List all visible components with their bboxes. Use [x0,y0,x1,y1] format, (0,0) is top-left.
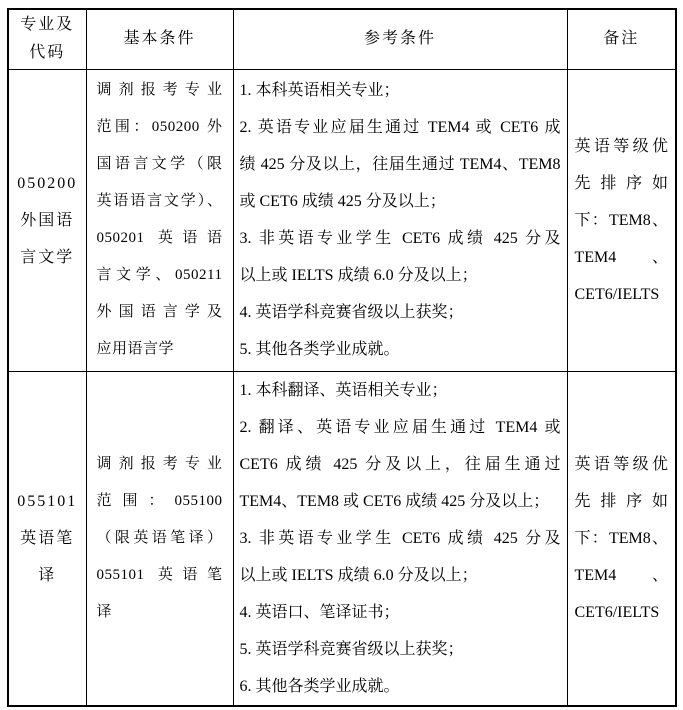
text-line: 范围：050200 外 [96,119,223,135]
text-line: TEM4、 [574,248,668,266]
text-line: 055101 [17,492,78,510]
major-code-cell [8,371,86,706]
remarks-cell [567,371,676,706]
text-line: 以上或 IELTS 成绩 6.0 分及以上； [239,267,478,284]
text-line: 2. 翻译、英语专业应届生通过 TEM4 或 [239,418,561,436]
header-major-code: 专业及代码 [8,9,86,69]
text-line: 050200 [17,174,78,192]
major-code-cell [8,69,86,371]
text-line: 外国语言学及 [96,304,223,320]
text-line: 050201 英语语 [96,230,223,246]
text-line: 1. 本科英语相关专业； [239,82,400,99]
text-line: 4. 英语口、笔译证书； [239,603,400,621]
reference-item [240,520,561,594]
reference-item [240,372,561,409]
reference-item [240,220,561,294]
text-line: TEM4、 [574,566,668,584]
text-line: 以上或 IELTS 成绩 6.0 分及以上； [239,566,478,584]
table-row-050200 [8,69,676,371]
text-line: 先排序如 [574,492,668,510]
header-row [8,9,676,69]
reference-item [240,594,561,631]
text-line: 6. 其他各类学业成就。 [239,677,400,695]
text-line: 调剂报考专业 [96,455,223,472]
text-line: 1. 本科翻译、英语相关专业； [239,381,448,399]
reference-item [240,109,561,220]
text-line: 国语言文学（限 [96,156,223,172]
document-page [0,8,683,710]
text-line: 外国语 [20,211,75,229]
text-line: CET6/IELTS [574,603,660,621]
header-basic-conditions: 基本条件 [86,9,233,69]
text-line: 5. 英语学科竞赛省级以上获奖； [239,640,464,658]
text-line: 下：TEM8、 [574,529,668,547]
header-reference-conditions: 参考条件 [233,9,567,69]
admission-transfer-requirements-table [7,8,677,707]
basic-conditions-cell [86,371,233,706]
text-line: 055101 英语笔 [96,566,223,583]
reference-item [240,294,561,331]
table-row-055101 [8,371,676,706]
text-line: （限英语笔译） [96,529,223,546]
text-line: CET6 成绩 425 分及以上，往届生通过 [239,455,561,473]
reference-conditions-cell [233,69,567,371]
text-line: 下：TEM8、 [574,211,668,229]
text-line: 译 [38,566,57,584]
reference-item [240,668,561,705]
text-line: 言文学、050211 [96,267,223,283]
text-line: 调剂报考专业 [96,82,223,98]
text-line: 英语笔 [20,529,75,547]
text-line: 英语语言文学）、 [96,193,223,209]
text-line: 2. 英语专业应届生通过 TEM4 或 CET6 成 [239,119,561,136]
text-line: 应用语言学 [96,341,175,357]
text-line: 英语等级优 [574,137,668,155]
text-line: 3. 非英语专业学生 CET6 成绩 425 分及 [239,230,561,247]
text-line: CET6/IELTS [574,285,660,303]
reference-item [240,631,561,668]
reference-item [240,72,561,109]
text-line: TEM4、TEM8 或 CET6 成绩 425 分及以上； [239,492,550,510]
reference-item [240,331,561,368]
remarks-cell [567,69,676,371]
text-line: 5. 其他各类学业成就。 [239,341,400,358]
reference-conditions-cell [233,371,567,706]
text-line: 范围：055100 [96,492,223,509]
text-line: 译 [96,603,113,620]
text-line: 4. 英语学科竞赛省级以上获奖； [239,304,464,321]
text-line: 3. 非英语专业学生 CET6 成绩 425 分及 [239,529,561,547]
reference-item [240,409,561,520]
text-line: 绩 425 分及以上，往届生通过 TEM4、TEM8 [239,156,561,173]
text-line: 言文学 [20,248,75,266]
text-line: 先排序如 [574,174,668,192]
text-line: 英语等级优 [574,455,668,473]
header-remarks: 备注 [567,9,676,69]
text-line: 或 CET6 成绩 425 分及以上； [239,193,446,210]
basic-conditions-cell [86,69,233,371]
